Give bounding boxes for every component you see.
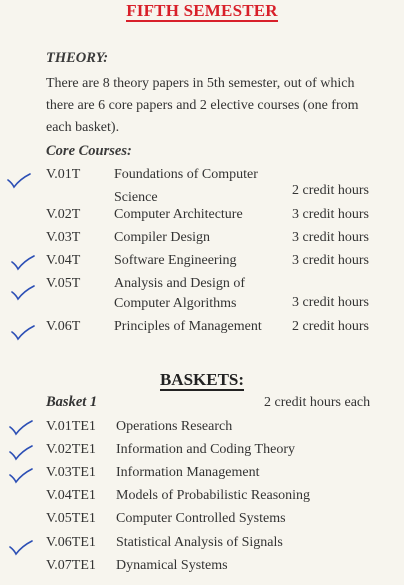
core-course-code: V.06T xyxy=(46,319,81,334)
checkmark-icon xyxy=(6,173,32,189)
checkmark-icon xyxy=(8,420,34,436)
elective-course-name: Operations Research xyxy=(116,419,233,434)
core-course-name: Computer Architecture xyxy=(114,207,243,222)
basket-1-heading: Basket 1 xyxy=(46,394,98,410)
elective-course-code: V.07TE1 xyxy=(46,558,96,573)
elective-course-name: Information Management xyxy=(116,465,260,480)
elective-course-code: V.05TE1 xyxy=(46,511,96,526)
elective-course-code: V.01TE1 xyxy=(46,419,96,434)
elective-course-name: Dynamical Systems xyxy=(116,558,228,573)
core-course-name: Analysis and Design of Computer Algorithms xyxy=(114,276,246,311)
core-course-name: Principles of Management xyxy=(114,319,262,334)
checkmark-icon xyxy=(8,468,34,484)
core-course-name: Compiler Design xyxy=(114,230,211,245)
core-course-credits: 3 credit hours xyxy=(292,295,369,310)
theory-line: There are 8 theory papers in 5th semester, out of which xyxy=(46,76,355,91)
theory-paragraph xyxy=(46,73,359,139)
core-course-name: Foundations of Computer Science xyxy=(114,167,258,205)
elective-course-name: Models of Probabilistic Reasoning xyxy=(116,488,311,503)
theory-line: there are 6 core papers and 2 elective courses (one from xyxy=(46,98,359,113)
core-course-credits: 2 credit hours xyxy=(292,183,369,198)
elective-course-name: Information and Coding Theory xyxy=(116,442,295,457)
checkmark-icon xyxy=(10,325,36,341)
checkmark-icon xyxy=(10,255,36,271)
elective-course-name: Computer Controlled Systems xyxy=(116,511,286,526)
core-course-code: V.05T xyxy=(46,276,81,291)
core-course-name: Software Engineering xyxy=(114,253,237,268)
core-courses-heading: Core Courses: xyxy=(46,143,132,159)
checkmark-icon xyxy=(10,285,36,301)
page-title: FIFTH SEMESTER xyxy=(126,1,278,20)
elective-course-name: Statistical Analysis of Signals xyxy=(116,535,283,550)
core-course-code: V.01T xyxy=(46,167,81,182)
core-course-credits: 3 credit hours xyxy=(292,253,369,268)
elective-course-code: V.06TE1 xyxy=(46,535,96,550)
theory-line: each basket). xyxy=(46,120,120,135)
theory-heading: THEORY: xyxy=(46,50,109,66)
elective-course-code: V.03TE1 xyxy=(46,465,96,480)
elective-course-code: V.02TE1 xyxy=(46,442,96,457)
checkmark-icon xyxy=(8,540,34,556)
baskets-heading: BASKETS: xyxy=(159,370,245,389)
basket-1-credits: 2 credit hours each xyxy=(264,395,371,410)
elective-course-code: V.04TE1 xyxy=(46,488,96,503)
core-course-credits: 3 credit hours xyxy=(292,230,369,245)
core-course-credits: 3 credit hours xyxy=(292,207,369,222)
core-course-code: V.02T xyxy=(46,207,81,222)
core-course-code: V.04T xyxy=(46,253,81,268)
checkmark-icon xyxy=(8,445,34,461)
core-course-code: V.03T xyxy=(46,230,81,245)
core-course-credits: 2 credit hours xyxy=(292,319,369,334)
